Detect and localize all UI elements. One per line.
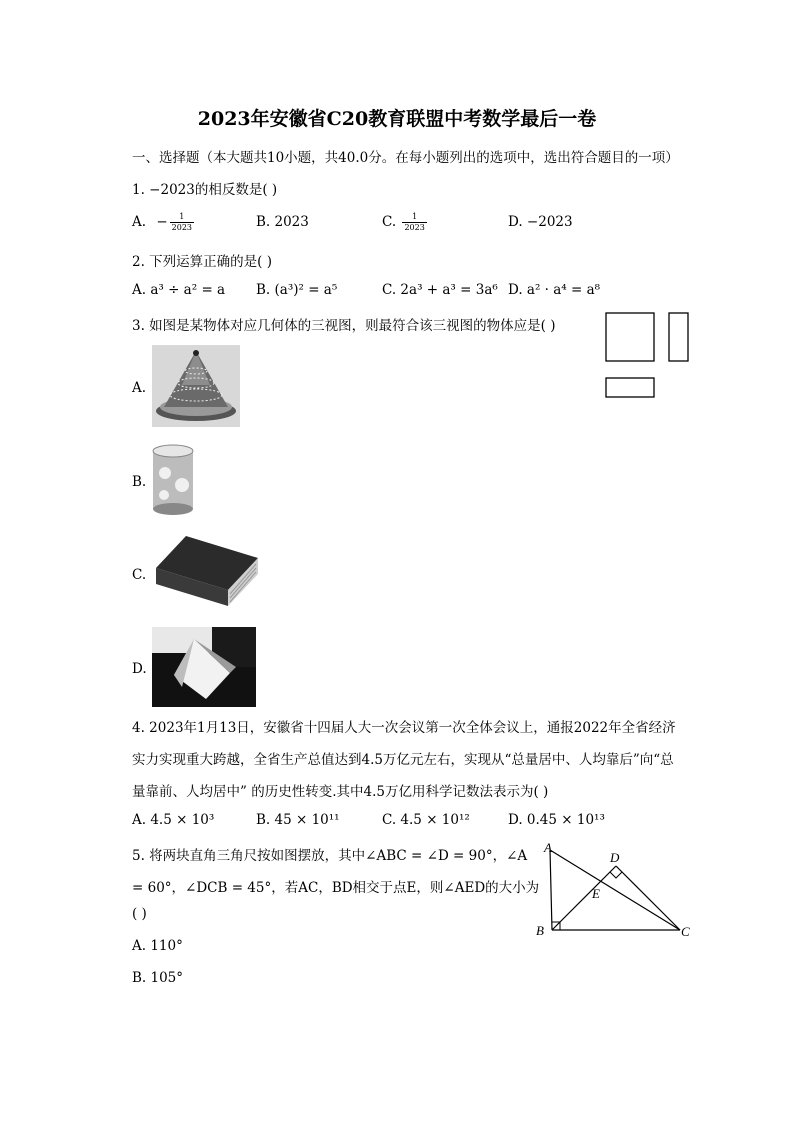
q4-option-b: B. 45 × 10¹¹ — [256, 812, 340, 828]
q1-stem: 1. −2023的相反数是( ) — [132, 182, 278, 198]
label-C: C — [681, 924, 690, 939]
q1-option-a-sign: − — [156, 214, 168, 230]
q3-option-b-image — [150, 443, 196, 517]
q1-option-a — [132, 212, 194, 233]
q3-stem: 3. 如图是某物体对应几何体的三视图，则最符合该三视图的物体应是( ) — [132, 318, 556, 334]
page-title: 2023年安徽省C20教育联盟中考数学最后一卷 — [197, 108, 597, 130]
top-view-rect — [606, 378, 654, 397]
label-B: B — [536, 923, 544, 938]
q1-option-b: B. 2023 — [256, 214, 309, 230]
three-view-figure — [600, 308, 700, 404]
q4-stem-line-2: 实力实现重大跨越，全省生产总值达到4.5万亿元左右，实现从“总量居中、人均靠后”向“总 — [132, 752, 674, 768]
q2-option-d: D. a² · a⁴ = a⁸ — [508, 282, 601, 298]
q2-stem: 2. 下列运算正确的是( ) — [132, 254, 272, 270]
q2-option-b: B. (a³)² = a⁵ — [256, 282, 338, 298]
q2-option-c: C. 2a³ + a³ = 3a⁶ — [382, 282, 498, 298]
triangular-prism-picture — [152, 627, 256, 707]
q3-option-a-image — [152, 345, 240, 427]
segment-AB — [550, 850, 552, 930]
fraction-denominator: 2023 — [171, 223, 193, 232]
side-view-rect — [669, 313, 688, 361]
q4-stem-line-1: 4. 2023年1月13日，安徽省十四届人大一次会议第一次全体会议上，通报2022年全省经济 — [132, 720, 676, 736]
label-A: A — [544, 840, 552, 855]
label-D: D — [610, 850, 620, 865]
q1-option-c-label: C. — [382, 214, 397, 230]
q4-stem-line-3: 量靠前、人均居中” 的历史性转变.其中4.5万亿用科学记数法表示为( ) — [132, 784, 549, 800]
q5-option-a: A. 110° — [132, 938, 183, 954]
q5-stem-line-3: ( ) — [132, 906, 147, 922]
q3-option-b-label: B. — [132, 474, 147, 490]
right-angle-mark-D — [610, 872, 622, 878]
segment-BD — [552, 866, 616, 930]
section-header: 一、选择题（本大题共10小题，共40.0分。在每小题列出的选项中，选出符合题目的一项） — [132, 150, 679, 166]
q4-option-c: C. 4.5 × 10¹² — [382, 812, 470, 828]
q1-option-c-fraction — [402, 212, 426, 233]
q4-option-a: A. 4.5 × 10³ — [132, 812, 215, 828]
segment-DC — [616, 866, 680, 930]
q3-option-d-image — [152, 627, 256, 707]
q3-option-c-label: C. — [132, 567, 147, 583]
q1-option-a-fraction — [170, 212, 194, 233]
book-picture — [152, 532, 262, 610]
q4-option-d: D. 0.45 × 10¹³ — [508, 812, 605, 828]
q5-option-b: B. 105° — [132, 970, 184, 986]
fraction-numerator: 1 — [170, 212, 194, 223]
q1-option-c — [382, 212, 427, 233]
q2-option-a: A. a³ ÷ a² = a — [132, 282, 226, 298]
front-view-rect — [606, 313, 654, 361]
q5-stem-line-2: = 60°，∠DCB = 45°，若AC，BD相交于点E，则∠AED的大小为 — [132, 880, 540, 896]
fraction-denominator: 2023 — [404, 223, 425, 232]
q3-option-c-image — [152, 532, 262, 610]
beaded-cone-picture — [152, 345, 240, 427]
cylinder-cup-picture — [150, 443, 196, 517]
fraction-numerator: 1 — [402, 212, 426, 223]
label-E: E — [592, 886, 600, 901]
triangle-figure — [530, 838, 700, 942]
q1-option-a-label: A. — [132, 214, 147, 230]
q3-option-d-label: D. — [132, 661, 147, 677]
q3-option-a-label: A. — [132, 380, 147, 396]
q5-stem-line-1: 5. 将两块直角三角尺按如图摆放，其中∠ABC = ∠D = 90°，∠A — [132, 848, 528, 864]
q1-option-d: D. −2023 — [508, 214, 573, 230]
